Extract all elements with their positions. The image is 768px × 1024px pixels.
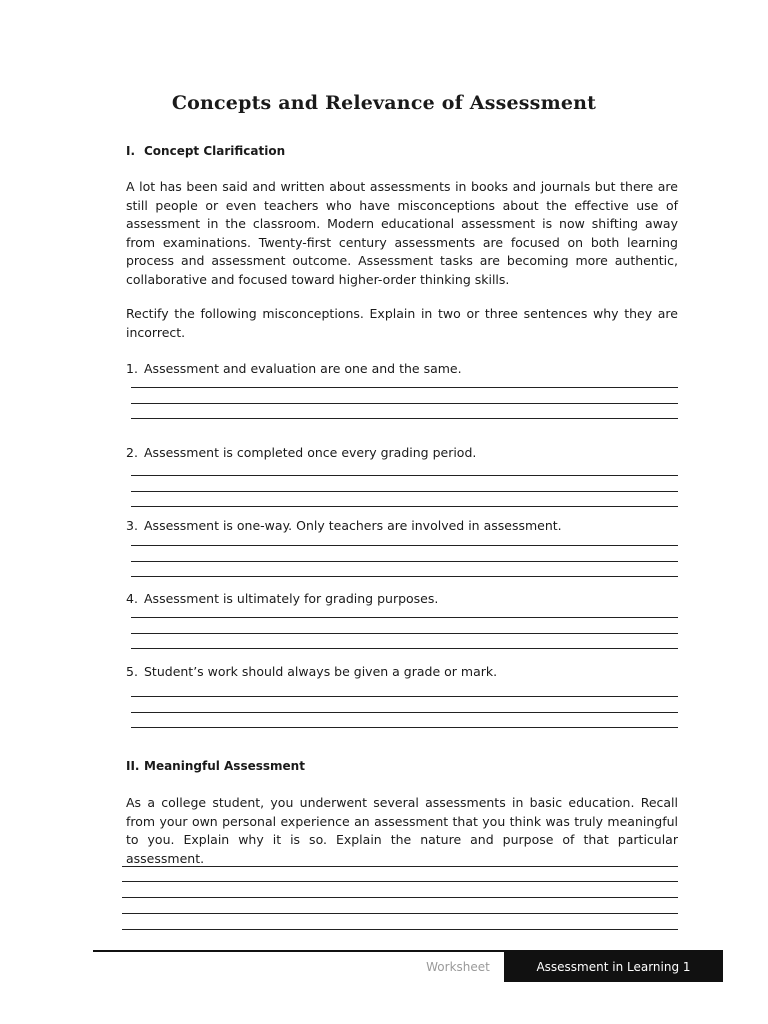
- question-2-answer-line-1[interactable]: [131, 475, 678, 476]
- section-2-answer-line-3[interactable]: [122, 897, 678, 898]
- question-2-answer-line-2[interactable]: [131, 491, 678, 492]
- section-2-answer-line-1[interactable]: [122, 866, 678, 867]
- question-5: [126, 664, 497, 679]
- section-1-heading: [126, 144, 285, 158]
- section-1-title: Concept Clarification: [144, 144, 286, 158]
- question-4: [126, 591, 438, 606]
- question-1-answer-line-2[interactable]: [131, 403, 678, 404]
- section-2-answer-line-5[interactable]: [122, 929, 678, 930]
- page-title: Concepts and Relevance of Assessment: [171, 92, 597, 114]
- question-1-answer-line-3[interactable]: [131, 418, 678, 419]
- question-4-answer-line-1[interactable]: [131, 617, 678, 618]
- section-2-title: Meaningful Assessment: [144, 759, 305, 773]
- question-2-number: 2.: [126, 445, 138, 460]
- footer-worksheet-label: Worksheet: [426, 960, 490, 974]
- section-1-paragraph: A lot has been said and written about assessments in books and journals but there are still people or even teachers who have misconceptions about the effective use of assessment in the classroom. Modern educational assessment is now shifting away from examinations. Twenty-first century assessments are focused on both learning process and assessment outcome. Assessment tasks are becoming more authentic, collaborative and focused toward higher-order thinking skills.: [126, 179, 678, 287]
- section-2-paragraph: As a college student, you underwent several assessments in basic education. Recall from your own personal experience an assessment that you think was truly meaningful to you. Explain why it is so. Explain the nature and purpose of that particular assessment.: [126, 795, 678, 866]
- question-1: [126, 361, 462, 376]
- section-2-number: II.: [126, 759, 140, 773]
- question-4-text: Assessment is ultimately for grading purposes.: [144, 591, 439, 606]
- question-4-number: 4.: [126, 591, 138, 606]
- section-1-number: I.: [126, 144, 136, 158]
- question-2-text: Assessment is completed once every grading period.: [144, 445, 477, 460]
- question-4-answer-line-3[interactable]: [131, 648, 678, 649]
- question-5-answer-line-1[interactable]: [131, 696, 678, 697]
- section-2-heading: [126, 759, 305, 773]
- question-4-answer-line-2[interactable]: [131, 633, 678, 634]
- question-1-text: Assessment and evaluation are one and the same.: [144, 361, 462, 376]
- question-5-answer-line-3[interactable]: [131, 727, 678, 728]
- question-1-answer-line-1[interactable]: [131, 387, 678, 388]
- question-2-answer-line-3[interactable]: [131, 506, 678, 507]
- question-3-text: Assessment is one-way. Only teachers are involved in assessment.: [144, 518, 562, 533]
- question-1-number: 1.: [126, 361, 138, 376]
- question-3: [126, 518, 562, 533]
- footer-course-label: Assessment in Learning 1: [504, 952, 723, 982]
- question-3-answer-line-2[interactable]: [131, 561, 678, 562]
- question-3-answer-line-3[interactable]: [131, 576, 678, 577]
- question-3-answer-line-1[interactable]: [131, 545, 678, 546]
- question-5-text: Student’s work should always be given a grade or mark.: [144, 664, 498, 679]
- question-5-answer-line-2[interactable]: [131, 712, 678, 713]
- section-2-answer-line-4[interactable]: [122, 913, 678, 914]
- question-5-number: 5.: [126, 664, 138, 679]
- question-2: [126, 445, 476, 460]
- section-1-instruction: Rectify the following misconceptions. Explain in two or three sentences why they are incorrect.: [126, 306, 678, 340]
- section-2-answer-line-2[interactable]: [122, 881, 678, 882]
- question-3-number: 3.: [126, 518, 138, 533]
